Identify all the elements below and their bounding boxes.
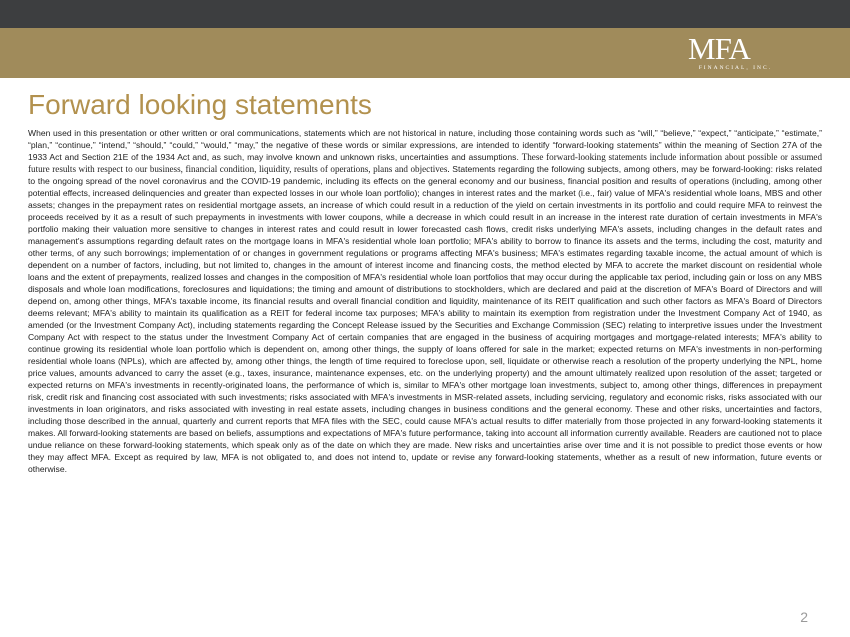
paragraph-part-2: These forward-looking statements include information about possible or assumed future results with respect to our business, financial condition, liquidity, results of operations, plans and objectives.	[28, 151, 822, 174]
forward-looking-paragraph	[28, 128, 822, 476]
page-number: 2	[800, 609, 808, 625]
logo-mark: MFA	[688, 31, 750, 66]
paragraph-part-1: When used in this presentation or other written or oral communications, statements which are not historical in nature, including those containing words such as “will,” “believe,” “expect,” “anticipate,” “estimate,” “plan,” “continue,” “intend,” “should,” “could,” “would,” “may,” the negative of these words or similar expressions, are intended to identify “forward-looking statements” within the meaning of Section 27A of the 1933 Act and Section 21E of the 1934 Act and, as such, may involve known and unknown risks, uncertainties and assumptions.	[28, 128, 822, 162]
logo-subtitle: FINANCIAL, INC.	[698, 65, 772, 71]
paragraph-part-3: Statements regarding the following subjects, among others, may be forward-looking: risks related to the ongoing spread of the novel coronavirus and the COVID-19 pandemic, including its effects on the general economy and our business, financial position and results of operations (including, among other potential effects, increased delinquencies and greater than expected losses in our whole loan portfolio); changes in interest rates and the market (i.e., fair) value of MFA's residential whole loans, MBS and other assets; changes in the prepayment rates on residential mortgage assets, an increase of which could result in a reduction of the yield on certain investments in its portfolio and could require MFA to reinvest the proceeds received by it as a result of such prepayments in investments with lower coupons, while a decrease in which could result in an increase in the interest rate duration of certain investments in MFA's portfolio making their valuation more sensitive to changes in interest rates and could result in lower forecasted cash flows, credit risks underlying MFA's assets, including changes in the default rates and management's assumptions regarding default rates on the mortgage loans in MFA's residential whole loan portfolio; MFA's ability to borrow to finance its assets and the terms, including the cost, maturity and other terms, of any such borrowings; implementation of or changes in government regulations or programs affecting MFA's business; MFA's estimates regarding taxable income, the actual amount of which is dependent on a number of factors, including, but not limited to, changes in the amount of interest income and financing costs, the method elected by MFA to accrete the market discount on residential whole loans and the extent of prepayments, realized losses and changes in the composition of MFA's residential whole loan portfolios that may occur during the applicable tax period, including gain or loss on any MBS disposals and whole loan modifications, foreclosures and liquidations; the timing and amount of distributions to stockholders, which are declared and paid at the discretion of MFA's Board of Directors and will depend on, among other things, MFA's taxable income, its financial results and overall financial condition and liquidity, maintenance of its REIT qualification and such other factors as MFA's Board of Directors deems relevant; MFA's ability to maintain its qualification as a REIT for federal income tax purposes; MFA's ability to maintain its exemption from registration under the Investment Company Act of 1940, as amended (or the Investment Company Act), including statements regarding the Concept Release issued by the Securities and Exchange Commission (SEC) relating to interpretive issues under the Investment Company Act with respect to the status under the Investment Company Act of certain companies that are engaged in the business of acquiring mortgages and mortgage-related interests; MFA's ability to continue growing its residential whole loan portfolio which is dependent on, among other things, the supply of loans offered for sale in the market; expected returns on MFA's investments in non-performing residential whole loans (NPLs), which are affected by, among other things, the length of time required to foreclose upon, sell, liquidate or otherwise reach a resolution of the property underlying the NPL, home price values, amounts advanced to carry the asset (e.g., taxes, insurance, maintenance expenses, etc. on the underlying property) and the amount ultimately realized upon resolution of the asset; targeted or expected returns on MFA's investments in recently-originated loans, the performance of which is, similar to MFA's other mortgage loan investments, subject to, among other things, differences in prepayment risk, credit risk and financing cost associated with such investments; risks associated with MFA's investments in MSR-related assets, including servicing, regulatory and economic risks, risks associated with our investments in loan originators, and risks associated with investing in real estate assets, including changes in business conditions and the general economy. These and other risks, uncertainties and factors, including those described in the annual, quarterly and current reports that MFA files with the SEC, could cause MFA's actual results to differ materially from those projected in any forward-looking statements it makes. All forward-looking statements are based on beliefs, assumptions and expectations of MFA's future performance, taking into account all information currently available. Readers are cautioned not to place undue reliance on these forward-looking statements, which speak only as of the date on which they are made. New risks and uncertainties arise over time and it is not possible to predict those events or how they may affect MFA. Except as required by law, MFA is not obligated to, and does not intend to, update or revise any forward-looking statements, whether as a result of new information, future events or otherwise.	[28, 163, 822, 474]
top-bar	[0, 0, 850, 28]
slide-title: Forward looking statements	[28, 89, 372, 120]
company-logo	[664, 31, 774, 74]
